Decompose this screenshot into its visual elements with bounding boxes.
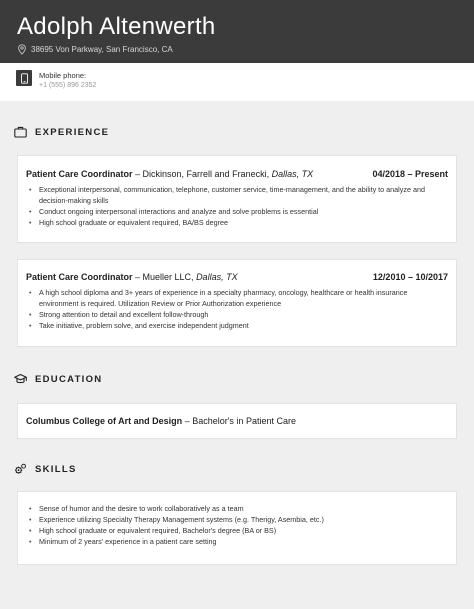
mobile-phone-icon — [16, 70, 32, 86]
experience-item — [17, 259, 457, 347]
job-dates: 04/2018 – Present — [372, 169, 448, 179]
resume-header — [0, 0, 474, 63]
list-item: • Strong attention to detail and excellent follow-through — [29, 309, 447, 320]
job-company: Mueller LLC, — [142, 272, 197, 282]
education-line — [26, 416, 296, 426]
experience-title: EXPERIENCE — [35, 126, 110, 138]
graduation-cap-icon — [14, 373, 27, 385]
skills-title: SKILLS — [35, 463, 77, 475]
job-heading — [26, 169, 313, 179]
skills-list — [29, 503, 447, 547]
job-location: Dallas, TX — [196, 272, 238, 282]
skills-heading — [14, 463, 77, 475]
school-name: Columbus College of Art and Design — [26, 416, 183, 426]
job-dates: 12/2010 – 10/2017 — [372, 272, 448, 282]
job-separator: – — [132, 169, 143, 179]
contact-bar — [0, 63, 474, 101]
education-title: EDUCATION — [35, 373, 103, 385]
education-heading — [14, 373, 102, 385]
location-pin-icon — [17, 44, 27, 55]
list-item: • High school graduate or equivalent required, Bachelor's degree (BA or BS) — [29, 525, 447, 536]
candidate-name: Adolph Altenwerth — [17, 13, 216, 40]
briefcase-icon — [14, 126, 27, 138]
job-bullets — [29, 287, 447, 331]
education-item — [17, 403, 457, 439]
list-item: • Take initiative, problem solve, and exercise independent judgment — [29, 320, 447, 331]
list-item: • A high school diploma and 3+ years of experience in a specialty pharmacy, oncology, healthcare or health insurance environment is required. Utilization Review or Prior Authorization experience — [29, 287, 447, 309]
address-row — [17, 44, 173, 55]
list-item: • Sense of humor and the desire to work collaboratively as a team — [29, 503, 447, 514]
job-location: Dallas, TX — [271, 169, 314, 179]
gears-icon — [14, 463, 27, 475]
phone-label: Mobile phone: — [39, 71, 87, 80]
address-text: 38695 Von Parkway, San Francisco, CA — [31, 45, 173, 54]
list-item: • Conduct ongoing interpersonal interactions and analyze and solve problems is essential — [29, 206, 447, 217]
job-bullets — [29, 184, 447, 228]
experience-heading — [14, 126, 109, 138]
skills-list-card — [17, 491, 457, 565]
job-title: Patient Care Coordinator — [26, 169, 133, 179]
job-separator: – — [132, 272, 143, 282]
list-item: • Experience utilizing Specialty Therapy Management systems (e.g. Therigy, Asembia, etc.) — [29, 514, 447, 525]
list-item: • High school graduate or equivalent required, BA/BS degree — [29, 217, 447, 228]
list-item: • Minimum of 2 years' experience in a patient care setting — [29, 536, 447, 547]
phone-value: +1 (555) 896 2352 — [39, 82, 97, 89]
degree: – Bachelor's in Patient Care — [182, 416, 296, 426]
job-title: Patient Care Coordinator — [26, 272, 133, 282]
job-heading — [26, 272, 238, 282]
experience-item — [17, 155, 457, 243]
job-company: Dickinson, Farrell and Franecki, — [142, 169, 272, 179]
list-item: • Exceptional interpersonal, communication, telephone, customer service, time-management, and the ability to analyze and decision-making skills — [29, 184, 447, 206]
